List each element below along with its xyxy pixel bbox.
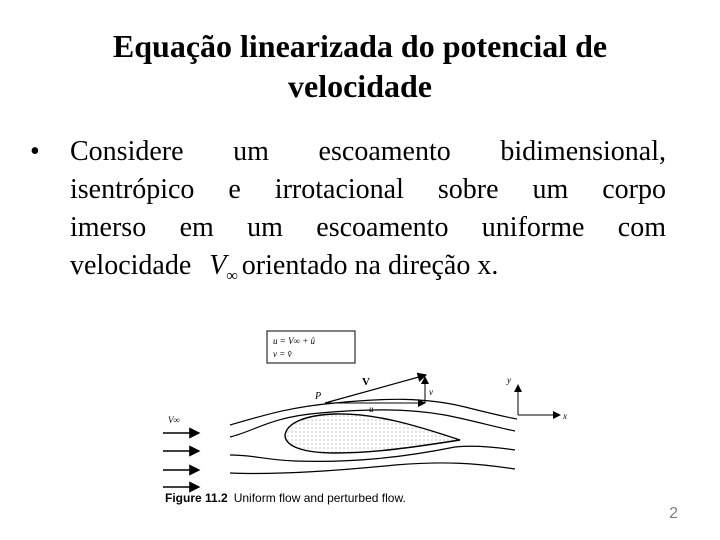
vector-V: [325, 375, 426, 403]
figure-caption-text: Uniform flow and perturbed flow.: [233, 491, 406, 505]
bullet-dot: •: [30, 136, 40, 167]
bullet-line-2: isentrópico e irrotacional sobre um corpo: [70, 174, 666, 205]
figure-caption: [165, 491, 406, 505]
streamline-bottom: [230, 463, 515, 474]
figure-caption-label: Figure 11.2: [165, 491, 228, 505]
v-infinity-symbol: $V_\infty$: [209, 250, 238, 285]
label-P: P: [315, 391, 322, 402]
flow-figure: [155, 315, 585, 515]
title-line-1: Equação linearizada do potencial de: [112, 28, 608, 64]
bullet-text: [70, 133, 666, 285]
slide-title: [0, 26, 720, 106]
legend-line-2: v = v̂: [273, 349, 292, 359]
page-number: 2: [669, 505, 678, 522]
label-V: V: [362, 376, 370, 388]
axis-x-label: x: [563, 411, 567, 421]
legend-line-1: u = V∞ + û: [273, 336, 316, 346]
bullet-line-3: imerso em um escoamento uniforme com: [70, 212, 666, 243]
title-line-2: velocidade: [288, 68, 432, 104]
label-vinf: V∞: [168, 415, 180, 425]
bullet-line-4: [70, 247, 666, 285]
bullet-item: [30, 133, 670, 285]
bullet-line-4-end: orientado na direção x.: [241, 250, 499, 281]
axis-y-label: y: [507, 375, 511, 385]
bullet-line-4-start: velocidade: [70, 250, 192, 281]
label-u: u: [369, 404, 374, 414]
label-v: v: [429, 387, 433, 397]
airfoil-body: [285, 414, 460, 453]
bullet-line-1: Considere um escoamento bidimensional,: [70, 136, 666, 167]
